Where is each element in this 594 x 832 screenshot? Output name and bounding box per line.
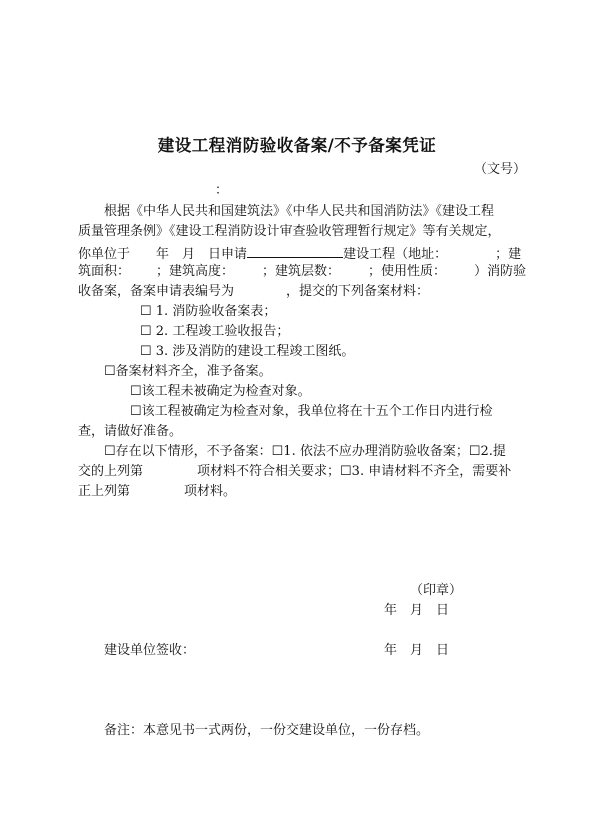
body-line-1: 根据《中华人民共和国建筑法》《中华人民共和国消防法》《建设工程 bbox=[104, 204, 495, 219]
addressee-colon: ： bbox=[215, 183, 229, 198]
body-line-3 bbox=[78, 243, 521, 264]
label-building-height: ；建筑高度： bbox=[156, 264, 235, 279]
project-name-blank bbox=[247, 243, 343, 258]
text-correct-prefix: 正上列第 bbox=[78, 484, 131, 499]
remark: 备注：本意见书一式两份，一份交建设单位，一份存档。 bbox=[104, 723, 430, 738]
text-fire-acceptance: ）消防验 bbox=[474, 264, 527, 279]
sign-label: 建设单位签收： bbox=[104, 643, 196, 658]
option-reject-line-3 bbox=[78, 483, 236, 501]
text-project-address: 建设工程（地址： bbox=[343, 247, 448, 262]
sign-date-day: 日 bbox=[436, 643, 450, 658]
option-inspection-line-2: 查，请做好准备。 bbox=[78, 424, 183, 439]
label-floor-area: 筑面积： bbox=[78, 264, 131, 279]
label-building-floors: ；建筑层数： bbox=[262, 264, 341, 279]
text-item-materials: 项材料。 bbox=[184, 484, 237, 499]
sign-date bbox=[384, 642, 449, 660]
option-accepted[interactable]: ☐备案材料齐全，准予备案。 bbox=[104, 364, 272, 379]
text-build: ；建 bbox=[495, 247, 522, 262]
option-not-inspection[interactable]: ☐该工程未被确定为检查对象。 bbox=[130, 384, 311, 399]
label-usage: ；使用性质： bbox=[368, 264, 447, 279]
material-item-2[interactable]: ☐ 2. 工程竣工验收报告； bbox=[140, 324, 290, 339]
document-title: 建设工程消防验收备案/不予备案凭证 bbox=[157, 136, 437, 155]
option-reject-line-2 bbox=[78, 463, 511, 481]
text-submitted-materials: ，提交的下列备案材料： bbox=[286, 284, 430, 299]
option-inspection-line-1[interactable]: ☐该工程被确定为检查对象，我单位将在十五个工作日内进行检 bbox=[130, 404, 493, 419]
label-application-number: 收备案，备案申请表编号为 bbox=[78, 284, 235, 299]
text-item-not-compliant: 项材料不符合相关要求；☐3. 申请材料不齐全，需要补 bbox=[197, 464, 512, 479]
label-year: 年 bbox=[156, 247, 170, 262]
option-reject-line-1[interactable]: ☐存在以下情形，不予备案：☐1. 依法不应办理消防验收备案；☐2.提 bbox=[104, 444, 506, 459]
body-line-2: 质量管理条例》《建设工程消防设计审查验收管理暂行规定》等有关规定， bbox=[78, 224, 501, 239]
sign-date-month: 月 bbox=[410, 643, 424, 658]
label-day-apply: 日申请 bbox=[208, 247, 248, 262]
text-you-unit: 你单位于 bbox=[78, 247, 131, 262]
body-line-4 bbox=[78, 263, 526, 281]
doc-number: （文号） bbox=[474, 162, 527, 177]
seal-date bbox=[384, 602, 449, 620]
seal-date-year: 年 bbox=[384, 603, 398, 618]
seal-label: （印章） bbox=[410, 583, 463, 598]
label-month: 月 bbox=[182, 247, 196, 262]
sign-date-year: 年 bbox=[384, 643, 398, 658]
material-item-1[interactable]: ☐ 1. 消防验收备案表； bbox=[140, 304, 277, 319]
text-item-prefix: 交的上列第 bbox=[78, 464, 144, 479]
body-line-5 bbox=[78, 283, 429, 301]
seal-date-day: 日 bbox=[436, 603, 450, 618]
seal-date-month: 月 bbox=[410, 603, 424, 618]
material-item-3[interactable]: ☐ 3. 涉及消防的建设工程竣工图纸。 bbox=[140, 344, 355, 359]
